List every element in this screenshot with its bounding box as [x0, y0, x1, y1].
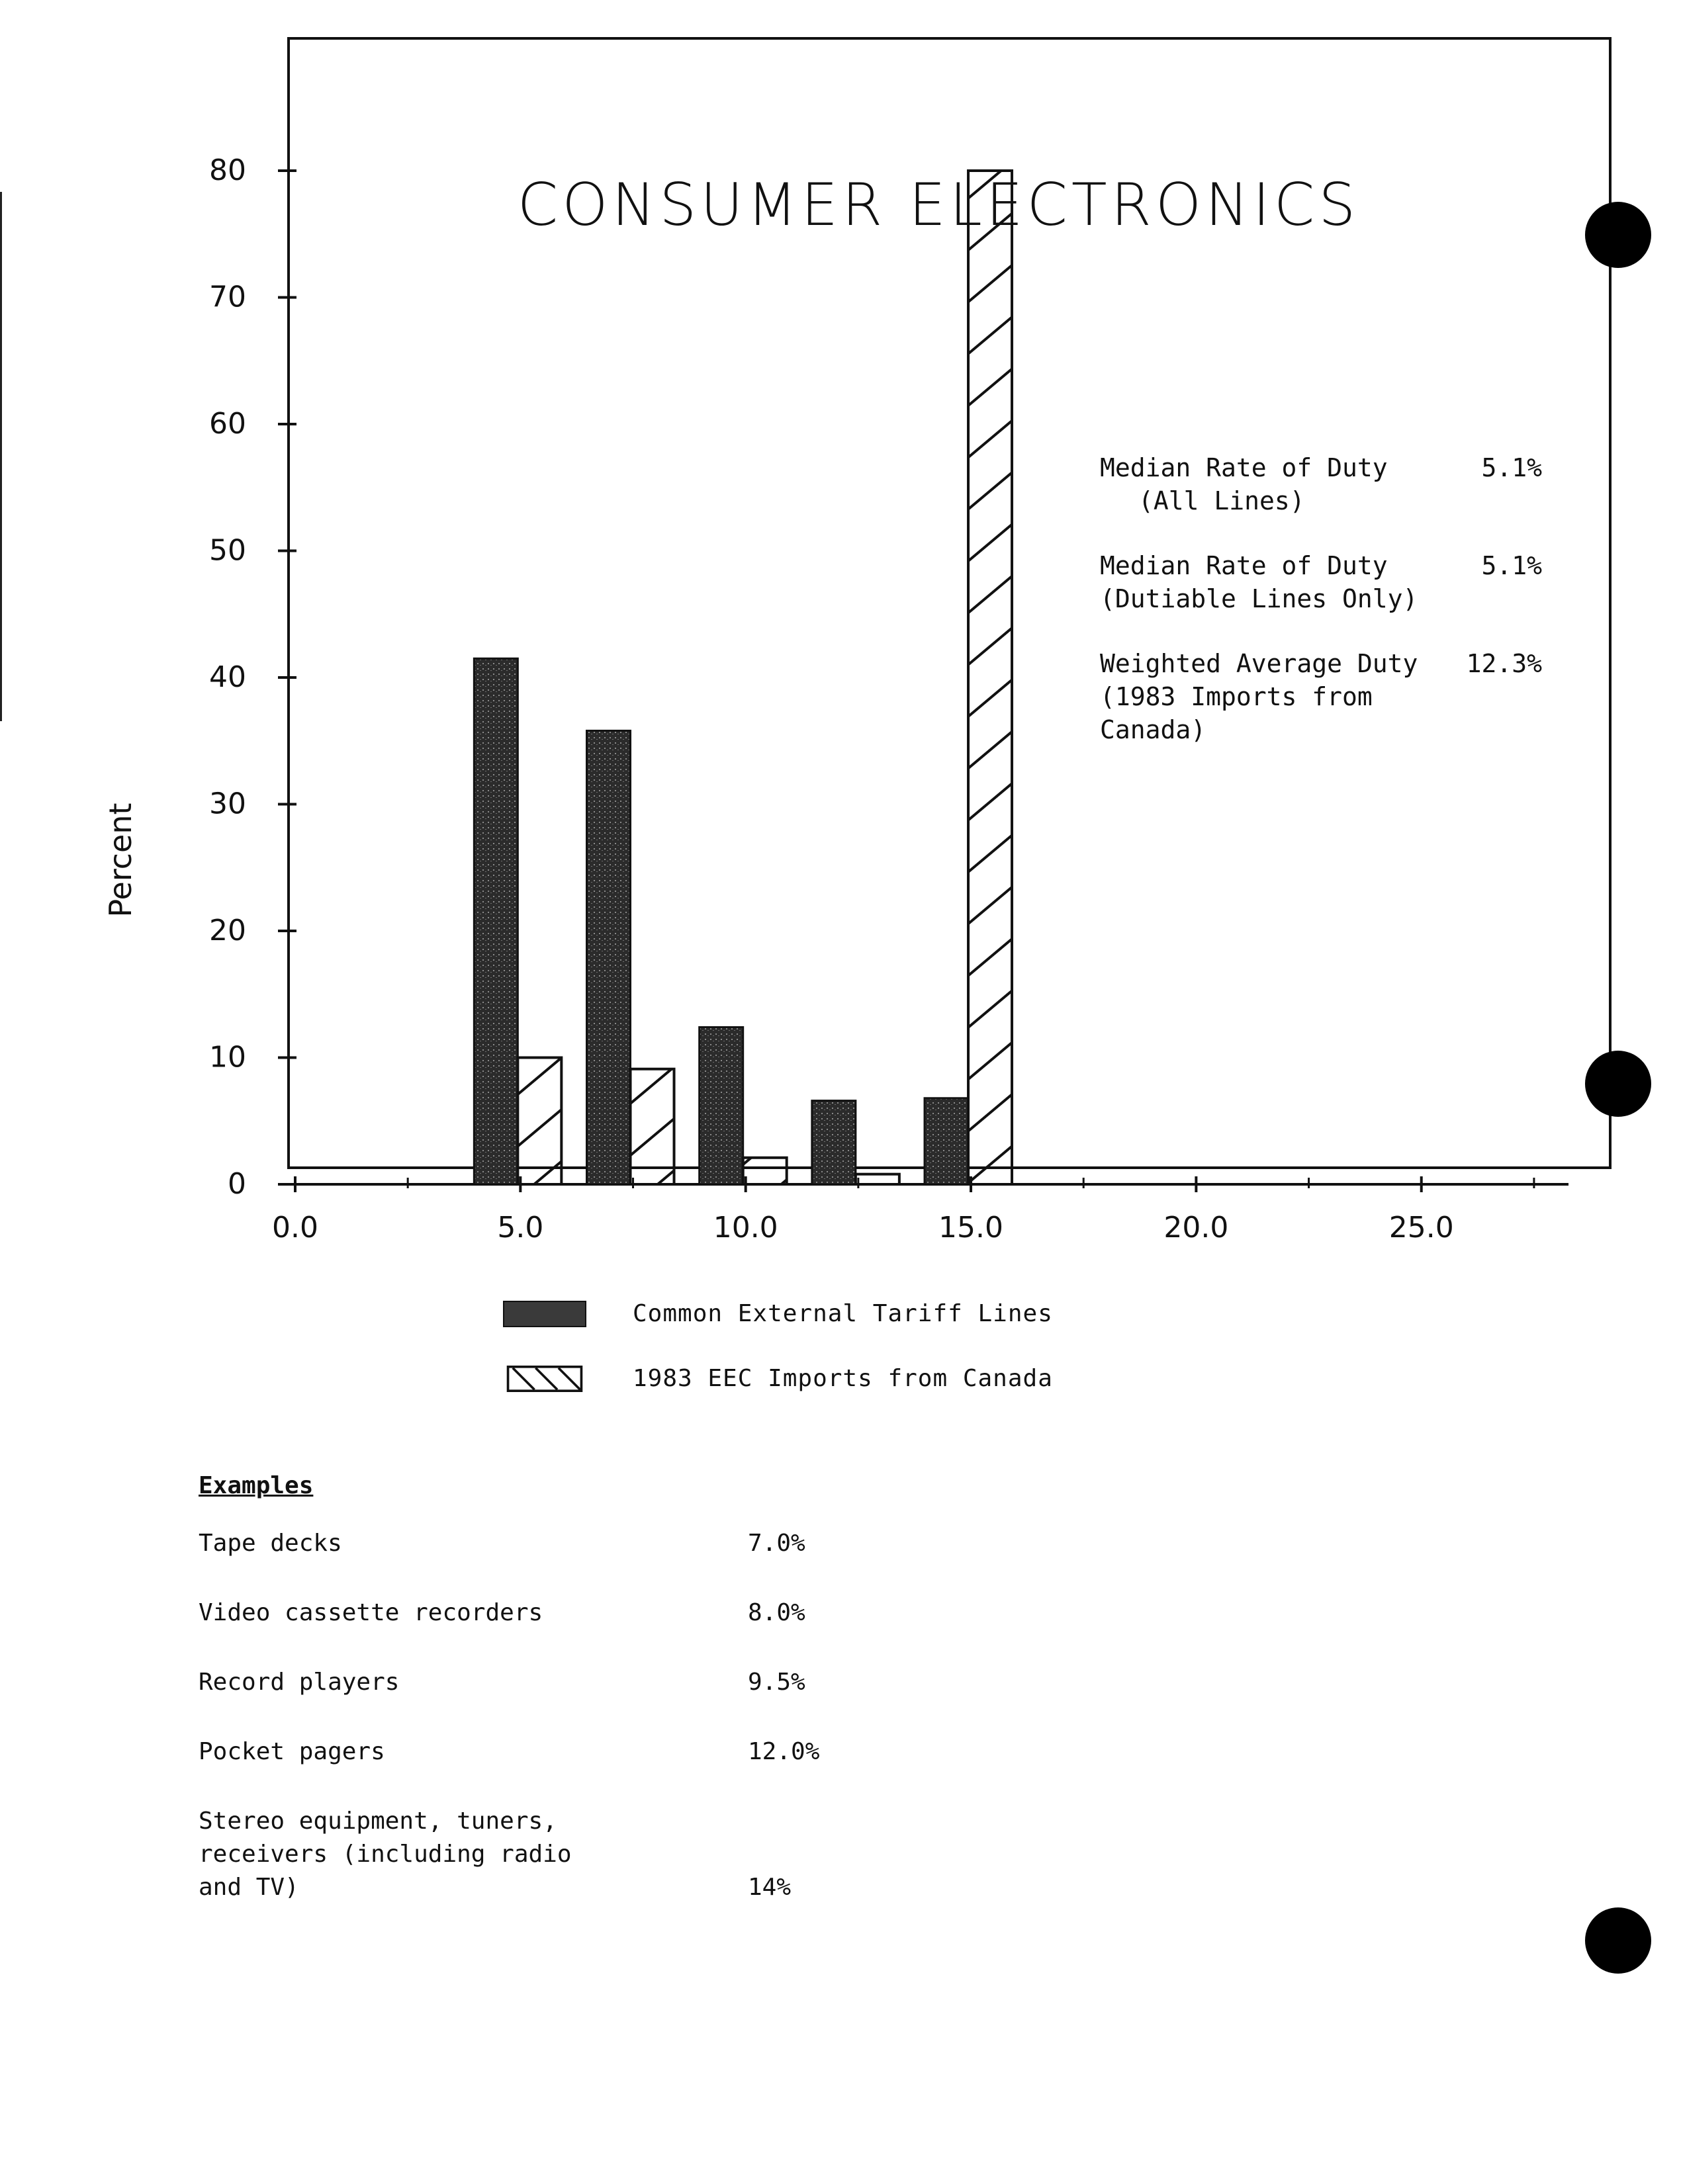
example-name: Tape decks: [199, 1530, 342, 1557]
example-value: 12.0%: [748, 1738, 820, 1765]
examples-title: Examples: [199, 1472, 314, 1499]
annotation-label: Weighted Average Duty: [1100, 649, 1418, 678]
annotation-label: Median Rate of Duty: [1100, 551, 1388, 580]
bar-eec-imports: [856, 1174, 899, 1184]
punch-hole: [1585, 1051, 1651, 1117]
y-tick-label: 40: [209, 660, 246, 694]
example-row: [199, 1527, 993, 1560]
x-tick-label: 10.0: [713, 1211, 778, 1245]
annotation-panel: [1100, 453, 1542, 744]
example-row: [199, 1666, 993, 1699]
legend-swatch-dark: [503, 1301, 586, 1327]
example-name: Video cassette recorders: [199, 1599, 543, 1626]
legend-label-tariff: Common External Tariff Lines: [633, 1300, 1053, 1327]
examples-section: [199, 1472, 993, 1941]
bar-eec-imports: [631, 1069, 674, 1184]
punch-hole: [1585, 1907, 1651, 1974]
bar-tariff-lines: [700, 1027, 743, 1184]
annotation-value: 5.1%: [1481, 551, 1542, 580]
example-name: Pocket pagers: [199, 1738, 385, 1765]
y-tick-label: 50: [209, 533, 246, 568]
example-value: 14%: [748, 1874, 792, 1901]
legend-swatch-hatch: [503, 1366, 586, 1392]
example-name: Stereo equipment, tuners, receivers (including radio and TV): [199, 1808, 572, 1901]
bar-eec-imports: [518, 1058, 561, 1185]
examples-list: [199, 1527, 993, 1904]
x-tick-label: 25.0: [1388, 1211, 1454, 1245]
y-tick-label: 0: [228, 1167, 246, 1201]
y-tick-label: 70: [209, 280, 246, 314]
y-tick-label: 30: [209, 787, 246, 821]
bar-eec-imports: [968, 171, 1012, 1184]
x-tick-label: 0.0: [272, 1211, 318, 1245]
example-row: [199, 1805, 993, 1904]
annotation-sublabel: (1983 Imports from: [1100, 682, 1373, 711]
x-tick-label: 5.0: [497, 1211, 544, 1245]
bar-eec-imports: [743, 1158, 787, 1184]
annotation-sublabel: (All Lines): [1138, 486, 1305, 515]
annotation-sublabel: Canada): [1100, 715, 1206, 744]
chart-title: CONSUMER ELECTRONICS: [517, 171, 1360, 239]
y-tick-label: 80: [209, 153, 246, 187]
annotation-value: 12.3%: [1466, 649, 1542, 678]
example-value: 7.0%: [748, 1530, 805, 1557]
bar-tariff-lines: [474, 658, 518, 1184]
example-value: 9.5%: [748, 1669, 805, 1696]
y-tick-label: 20: [209, 914, 246, 947]
legend-label-imports: 1983 EEC Imports from Canada: [633, 1365, 1053, 1392]
y-axis-label: Percent: [103, 803, 138, 918]
punch-hole: [1585, 202, 1651, 268]
y-tick-label: 60: [209, 407, 246, 441]
legend-item-imports: [503, 1365, 1053, 1392]
example-row: [199, 1735, 993, 1769]
x-tick-label: 20.0: [1163, 1211, 1229, 1245]
bar-tariff-lines: [812, 1101, 856, 1184]
example-value: 8.0%: [748, 1599, 805, 1626]
y-tick-label: 10: [209, 1040, 246, 1074]
x-tick-label: 15.0: [938, 1211, 1004, 1245]
annotation-sublabel: (Dutiable Lines Only): [1100, 584, 1418, 613]
bar-tariff-lines: [587, 730, 631, 1184]
bar-tariff-lines: [925, 1098, 968, 1184]
annotation-value: 5.1%: [1481, 453, 1542, 482]
example-row: [199, 1596, 993, 1630]
legend-item-tariff: [503, 1300, 1053, 1327]
annotation-label: Median Rate of Duty: [1100, 453, 1388, 482]
example-name: Record players: [199, 1669, 400, 1696]
